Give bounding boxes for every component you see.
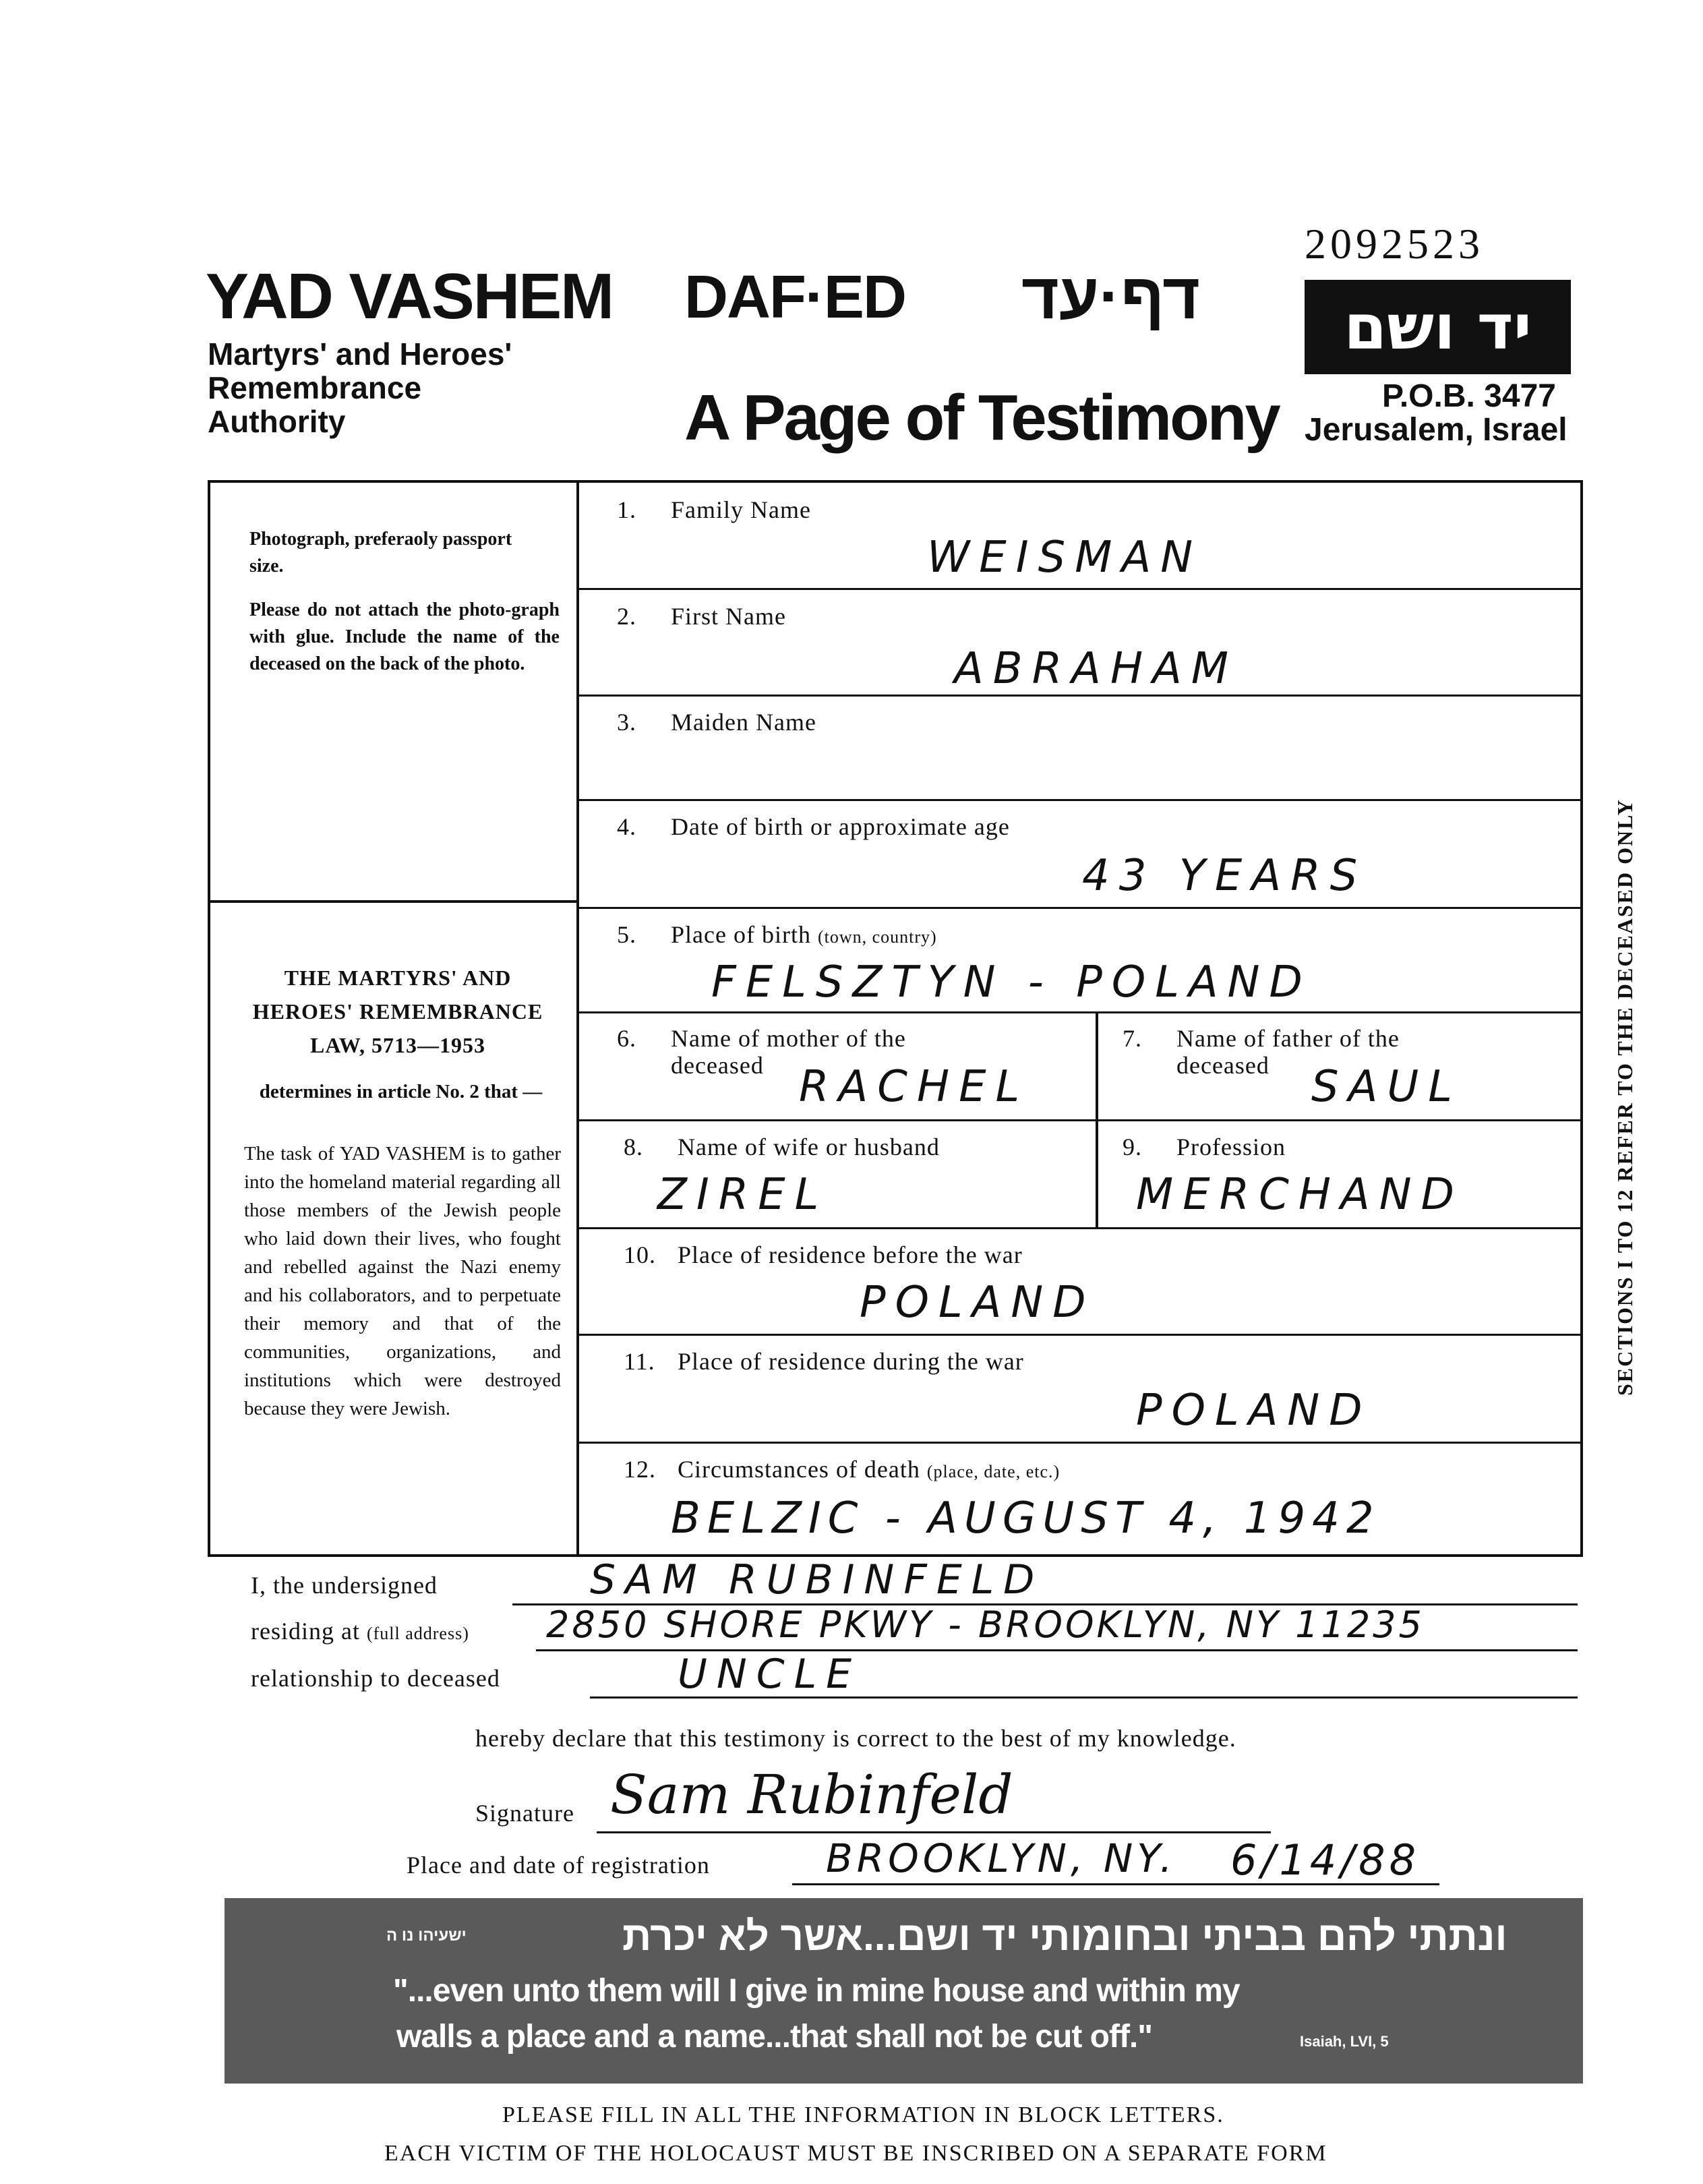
row-sep-7 [576,1227,1581,1229]
field-1-label-text: Family Name [671,496,811,523]
mother-name-value[interactable]: RACHEL [799,1062,1029,1112]
scripture-banner [225,1898,1583,2084]
field-11-label [624,1347,1024,1376]
field-12-note: (place, date, etc.) [926,1462,1060,1481]
field-6-label-text-2: deceased [671,1052,764,1079]
serial-number: 2092523 [1305,220,1484,268]
daf-ed-hebrew: דף·עד [1021,260,1200,332]
field-6-label-text-1: Name of mother of the [671,1025,906,1052]
field-11-number: 11. [624,1348,655,1375]
frame-right [1580,480,1583,1556]
row-sep-5 [576,1011,1581,1013]
law-intro [244,1078,558,1106]
field-10-label-text: Place of residence before the war [678,1241,1023,1268]
field-6-number: 6. [617,1025,636,1052]
field-10-label [624,1241,1023,1269]
field-8-label [624,1133,940,1161]
photo-instruction-1-text: Photograph, preferaoly passport size. [249,529,512,577]
footer-line-1: PLEASE FILL IN ALL THE INFORMATION IN BLOCK LETTERS. [502,2102,1224,2127]
daf-ed-title: DAF·ED [684,264,905,331]
birthplace-value[interactable]: FELSZTYN - POLAND [711,957,1312,1007]
row-sep-3 [576,799,1581,801]
frame-left [208,480,210,1556]
field-8-number: 8. [624,1133,643,1160]
field-2-label [617,602,786,630]
photo-instruction-2 [249,597,560,678]
family-name-value[interactable]: WEISMAN [927,533,1203,583]
left-column-divider [576,480,579,1556]
law-heading-3: LAW, 5713—1953 [310,1033,485,1057]
undersigned-value[interactable]: SAM RUBINFELD [590,1556,1044,1603]
page-title: A Page of Testimony [684,382,1279,454]
banner-english-ref: Isaiah, LVI, 5 [1300,2033,1389,2050]
photo-instruction-2-text: Please do not attach the photo-graph with glue. Include the name of the deceased on the back of the photo. [249,599,560,674]
field-4-label-text: Date of birth or approximate age [671,813,1010,840]
signature-value[interactable]: Sam Rubinfeld [610,1763,1013,1826]
photo-instruction-1 [249,526,533,580]
age-value[interactable]: 43 YEARS [1082,851,1367,901]
banner-hebrew-verse: ונתתי להם בביתי ובחומותי יד ושם...אשר לא יכרת [622,1914,1507,1959]
death-circumstances-value[interactable]: BELZIC - AUGUST 4, 1942 [671,1494,1381,1543]
city: Jerusalem, Israel [1305,412,1567,448]
field-2-number: 2. [617,603,636,630]
field-3-label [617,708,816,736]
org-subtitle-1: Martyrs' and Heroes' [208,336,512,372]
row-sep-8 [576,1334,1581,1336]
field-5-label-text: Place of birth [671,921,811,948]
field-7-number: 7. [1123,1025,1142,1052]
undersigned-label: I, the undersigned [251,1572,438,1599]
field-5-number: 5. [617,921,636,948]
row-sep-1 [576,588,1581,590]
banner-english-line-1: "...even unto them will I give in mine house and within my [393,1973,1240,2009]
org-subtitle-3: Authority [208,404,346,439]
org-subtitle-2: Remembrance [208,370,422,405]
field-10-number: 10. [624,1241,656,1268]
residing-note: (full address) [366,1624,469,1643]
father-name-value[interactable]: SAUL [1311,1062,1462,1112]
pob: P.O.B. 3477 [1382,378,1556,414]
residing-value[interactable]: 2850 SHORE PKWY - BROOKLYN, NY 11235 [546,1603,1425,1646]
law-heading-2: HEROES' REMEMBRANCE [252,999,543,1024]
law-heading [222,961,573,1062]
field-8-label-text: Name of wife or husband [678,1133,940,1160]
profession-value[interactable]: MERCHAND [1136,1170,1464,1220]
field-5-label [617,920,937,949]
spouse-name-value[interactable]: ZIREL [657,1170,829,1220]
sections-note: SECTIONS I TO 12 REFER TO THE DECEASED ONLY [1613,798,1637,1396]
field-11-label-text: Place of residence during the war [678,1348,1024,1375]
yad-vashem-logo [1305,280,1571,374]
declaration-text: hereby declare that this testimony is correct to the best of my knowledge. [475,1725,1236,1752]
registration-place-value[interactable]: BROOKLYN, NY. [826,1835,1176,1881]
signature-line [597,1831,1271,1833]
field-7-label-text-1: Name of father of the [1176,1025,1400,1052]
first-name-value[interactable]: ABRAHAM [954,644,1238,694]
frame-top [208,480,1583,483]
law-body-text: The task of YAD VASHEM is to gather into the homeland material regarding all those members of the Jewish people who laid down their lives, who fought and rebelled against the Nazi enemy and his collaborators, and to perpetuate their memory and that of the communities, organizations, and institutions which were destroyed because they were Jewish. [244,1143,561,1419]
footer-line-2: EACH VICTIM OF THE HOLOCAUST MUST BE INSCRIBED ON A SEPARATE FORM [384,2141,1327,2166]
law-intro-text: determines in article No. 2 that — [259,1081,543,1102]
field-4-label [617,813,1010,841]
field-2-label-text: First Name [671,603,786,630]
field-1-label [617,496,811,524]
law-body [244,1140,561,1423]
residence-before-value[interactable]: POLAND [860,1278,1096,1328]
photo-box-bottom [208,900,578,903]
relationship-value[interactable]: UNCLE [678,1651,862,1698]
field-1-number: 1. [617,496,636,523]
split-divider-8-9 [1096,1119,1098,1227]
field-9-label [1123,1133,1286,1161]
signature-label: Signature [475,1800,574,1827]
logo-hebrew-text: יד ושם [1344,291,1532,363]
field-5-note: (town, country) [817,927,937,947]
field-9-number: 9. [1123,1133,1142,1160]
field-9-label-text: Profession [1176,1133,1286,1160]
banner-hebrew-ref: ישעיהו נו ה [386,1926,467,1945]
field-4-number: 4. [617,813,636,840]
residing-label-text: residing at [251,1618,360,1645]
field-12-label [624,1455,1060,1483]
field-3-number: 3. [617,709,636,736]
law-heading-1: THE MARTYRS' AND [284,966,512,990]
split-divider-6-7 [1096,1011,1098,1119]
row-sep-2 [576,695,1581,697]
residing-label [251,1617,469,1645]
row-sep-6 [576,1119,1581,1121]
field-12-number: 12. [624,1456,656,1483]
field-12-label-text: Circumstances of death [678,1456,920,1483]
banner-english-line-2: walls a place and a name...that shall not be cut off." [396,2019,1153,2055]
residence-during-value[interactable]: POLAND [1136,1386,1372,1436]
row-sep-9 [576,1442,1581,1444]
field-3-label-text: Maiden Name [671,709,816,736]
row-sep-4 [576,907,1581,909]
org-name: YAD VASHEM [206,260,614,332]
relationship-label: relationship to deceased [251,1665,500,1692]
registration-date-value[interactable]: 6/14/88 [1230,1835,1421,1885]
field-7-label-text-2: deceased [1176,1052,1269,1079]
registration-label: Place and date of registration [407,1852,710,1879]
